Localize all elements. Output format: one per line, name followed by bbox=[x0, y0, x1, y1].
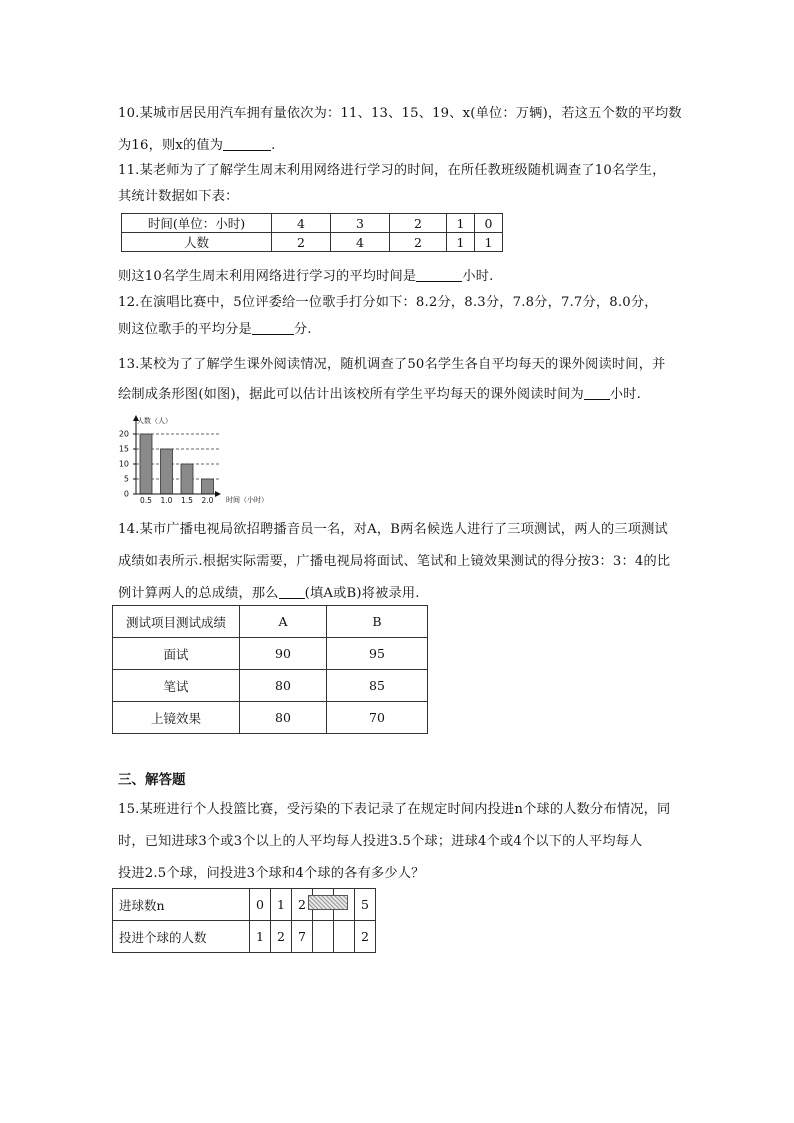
q11-cell: 人数 bbox=[122, 233, 272, 252]
q14-cell: 80 bbox=[240, 670, 327, 702]
q12-line2-end: 分. bbox=[293, 322, 312, 337]
q11-after bbox=[118, 265, 494, 284]
q15-cell: 投进个球的人数 bbox=[113, 921, 250, 953]
q11-cell: 1 bbox=[447, 233, 475, 252]
q14-answer-blank bbox=[279, 586, 305, 599]
y-axis-label: 人数（人） bbox=[137, 417, 172, 425]
q11-line2: 其统计数据如下表： bbox=[118, 189, 239, 204]
q15-line3: 投进2.5个球，问投进3个球和4个球的各有多少人？ bbox=[118, 866, 425, 881]
y-tick-label: 5 bbox=[123, 474, 129, 484]
q14-header-cell: 测试项目测试成绩 bbox=[113, 606, 240, 638]
q14-line3-end: (填A或B)将被录用. bbox=[304, 586, 420, 601]
q14-cell: 上镜效果 bbox=[113, 702, 240, 734]
y-tick-labels bbox=[119, 430, 136, 499]
x-tick-labels bbox=[140, 496, 214, 505]
q11-cell: 2 bbox=[390, 233, 447, 252]
x-tick-label: 2.0 bbox=[201, 496, 214, 505]
q13-bar-chart bbox=[115, 410, 285, 510]
x-tick-label: 0.5 bbox=[140, 496, 152, 505]
q14-cell: 95 bbox=[327, 638, 428, 670]
y-tick-label: 0 bbox=[123, 489, 129, 499]
q15-cell: 进球数n bbox=[113, 889, 250, 921]
table-row bbox=[122, 233, 503, 252]
y-tick-label: 10 bbox=[118, 459, 129, 469]
q14-line3 bbox=[118, 582, 420, 601]
q12-answer-blank bbox=[252, 322, 294, 335]
x-axis-arrow bbox=[215, 491, 221, 497]
q14-cell: 笔试 bbox=[113, 670, 240, 702]
q11-table bbox=[121, 213, 503, 252]
q13-answer-blank bbox=[584, 387, 610, 400]
q11-cell: 1 bbox=[475, 233, 503, 252]
q14-header-cell: B bbox=[327, 606, 428, 638]
q15-cell: 5 bbox=[355, 889, 376, 921]
q11-answer-blank bbox=[416, 269, 462, 282]
q15-cell: 1 bbox=[271, 889, 292, 921]
table-row bbox=[122, 214, 503, 233]
q10-line2 bbox=[118, 134, 276, 153]
bar bbox=[140, 434, 152, 494]
x-tick-label: 1.5 bbox=[181, 496, 193, 505]
q14-line1: 14.某市广播电视局欲招聘播音员一名，对A，B两名候选人进行了三项测试，两人的三项测试 bbox=[118, 522, 668, 537]
q15-cell bbox=[313, 921, 334, 953]
q15-line2: 时，已知进球3个或3个以上的人平均每人投进3.5个球；进球4个或4个以下的人平均每人 bbox=[118, 834, 643, 849]
q14-table bbox=[112, 605, 428, 734]
q12-line1: 12.在演唱比赛中，5位评委给一位歌手打分如下：8.2分，8.3分，7.8分，7.7分，8.0分， bbox=[118, 295, 658, 310]
q11-cell: 3 bbox=[331, 214, 390, 233]
q15-cell: 0 bbox=[250, 889, 271, 921]
q13-line2-end: 小时. bbox=[609, 387, 642, 402]
q13-line2-text: 绘制成条形图(如图)，据此可以估计出该校所有学生平均每天的课外阅读时间为 bbox=[118, 387, 584, 402]
q11-cell: 1 bbox=[447, 214, 475, 233]
q12-line2-text: 则这位歌手的平均分是 bbox=[118, 322, 252, 337]
section-title: 三、解答题 bbox=[118, 772, 186, 788]
q15-line1: 15.某班进行个人投篮比赛，受污染的下表记录了在规定时间内投进n个球的人数分布情况，同 bbox=[118, 802, 671, 817]
q10-line2-text: 为16，则x的值为 bbox=[118, 138, 224, 153]
table-row bbox=[113, 921, 376, 953]
stain-smudge bbox=[308, 895, 348, 910]
q12-line2 bbox=[118, 318, 312, 337]
q14-cell: 70 bbox=[327, 702, 428, 734]
q14-cell: 85 bbox=[327, 670, 428, 702]
table-row bbox=[113, 606, 428, 638]
q11-cell: 2 bbox=[272, 233, 331, 252]
q10-line1: 10.某城市居民用汽车拥有量依次为：11、13、15、19、x(单位：万辆)，若这五个数的平均数 bbox=[118, 106, 682, 121]
q15-cell: 2 bbox=[292, 889, 313, 921]
x-axis-label: 时间（小时） bbox=[226, 496, 268, 504]
q11-cell: 时间(单位：小时) bbox=[122, 214, 272, 233]
table-row bbox=[113, 670, 428, 702]
q13-line2 bbox=[118, 383, 641, 402]
q14-line2: 成绩如表所示.根据实际需要，广播电视局将面试、笔试和上镜效果测试的得分按3：3：4的比 bbox=[118, 554, 671, 569]
bar bbox=[161, 449, 173, 494]
q15-cell bbox=[334, 921, 355, 953]
q14-line3-text: 例计算两人的总成绩，那么 bbox=[118, 586, 279, 601]
y-tick-label: 20 bbox=[118, 429, 129, 439]
q15-cell: 2 bbox=[271, 921, 292, 953]
q10-line2-end: . bbox=[271, 138, 276, 153]
q11-cell: 2 bbox=[390, 214, 447, 233]
q13-line1: 13.某校为了了解学生课外阅读情况，随机调查了50名学生各自平均每天的课外阅读时间，并 bbox=[118, 357, 666, 372]
q15-cell: 2 bbox=[355, 921, 376, 953]
bar bbox=[181, 464, 193, 494]
q11-cell: 4 bbox=[272, 214, 331, 233]
q14-cell: 90 bbox=[240, 638, 327, 670]
q11-after-end: 小时. bbox=[462, 269, 494, 284]
q11-line1: 11.某老师为了了解学生周末利用网络进行学习的时间，在所任教班级随机调查了10名学生， bbox=[118, 163, 666, 178]
q14-cell: 面试 bbox=[113, 638, 240, 670]
table-row bbox=[113, 638, 428, 670]
x-tick-label: 1.0 bbox=[160, 496, 173, 505]
q10-answer-blank bbox=[223, 138, 271, 151]
q15-cell: 1 bbox=[250, 921, 271, 953]
y-tick-label: 15 bbox=[118, 444, 129, 454]
q14-cell: 80 bbox=[240, 702, 327, 734]
q11-cell: 4 bbox=[331, 233, 390, 252]
table-row bbox=[113, 702, 428, 734]
q15-cell: 7 bbox=[292, 921, 313, 953]
q11-cell: 0 bbox=[475, 214, 503, 233]
bar bbox=[202, 479, 214, 494]
q14-header-cell: A bbox=[240, 606, 327, 638]
q11-after-text: 则这10名学生周末利用网络进行学习的平均时间是 bbox=[118, 269, 417, 284]
